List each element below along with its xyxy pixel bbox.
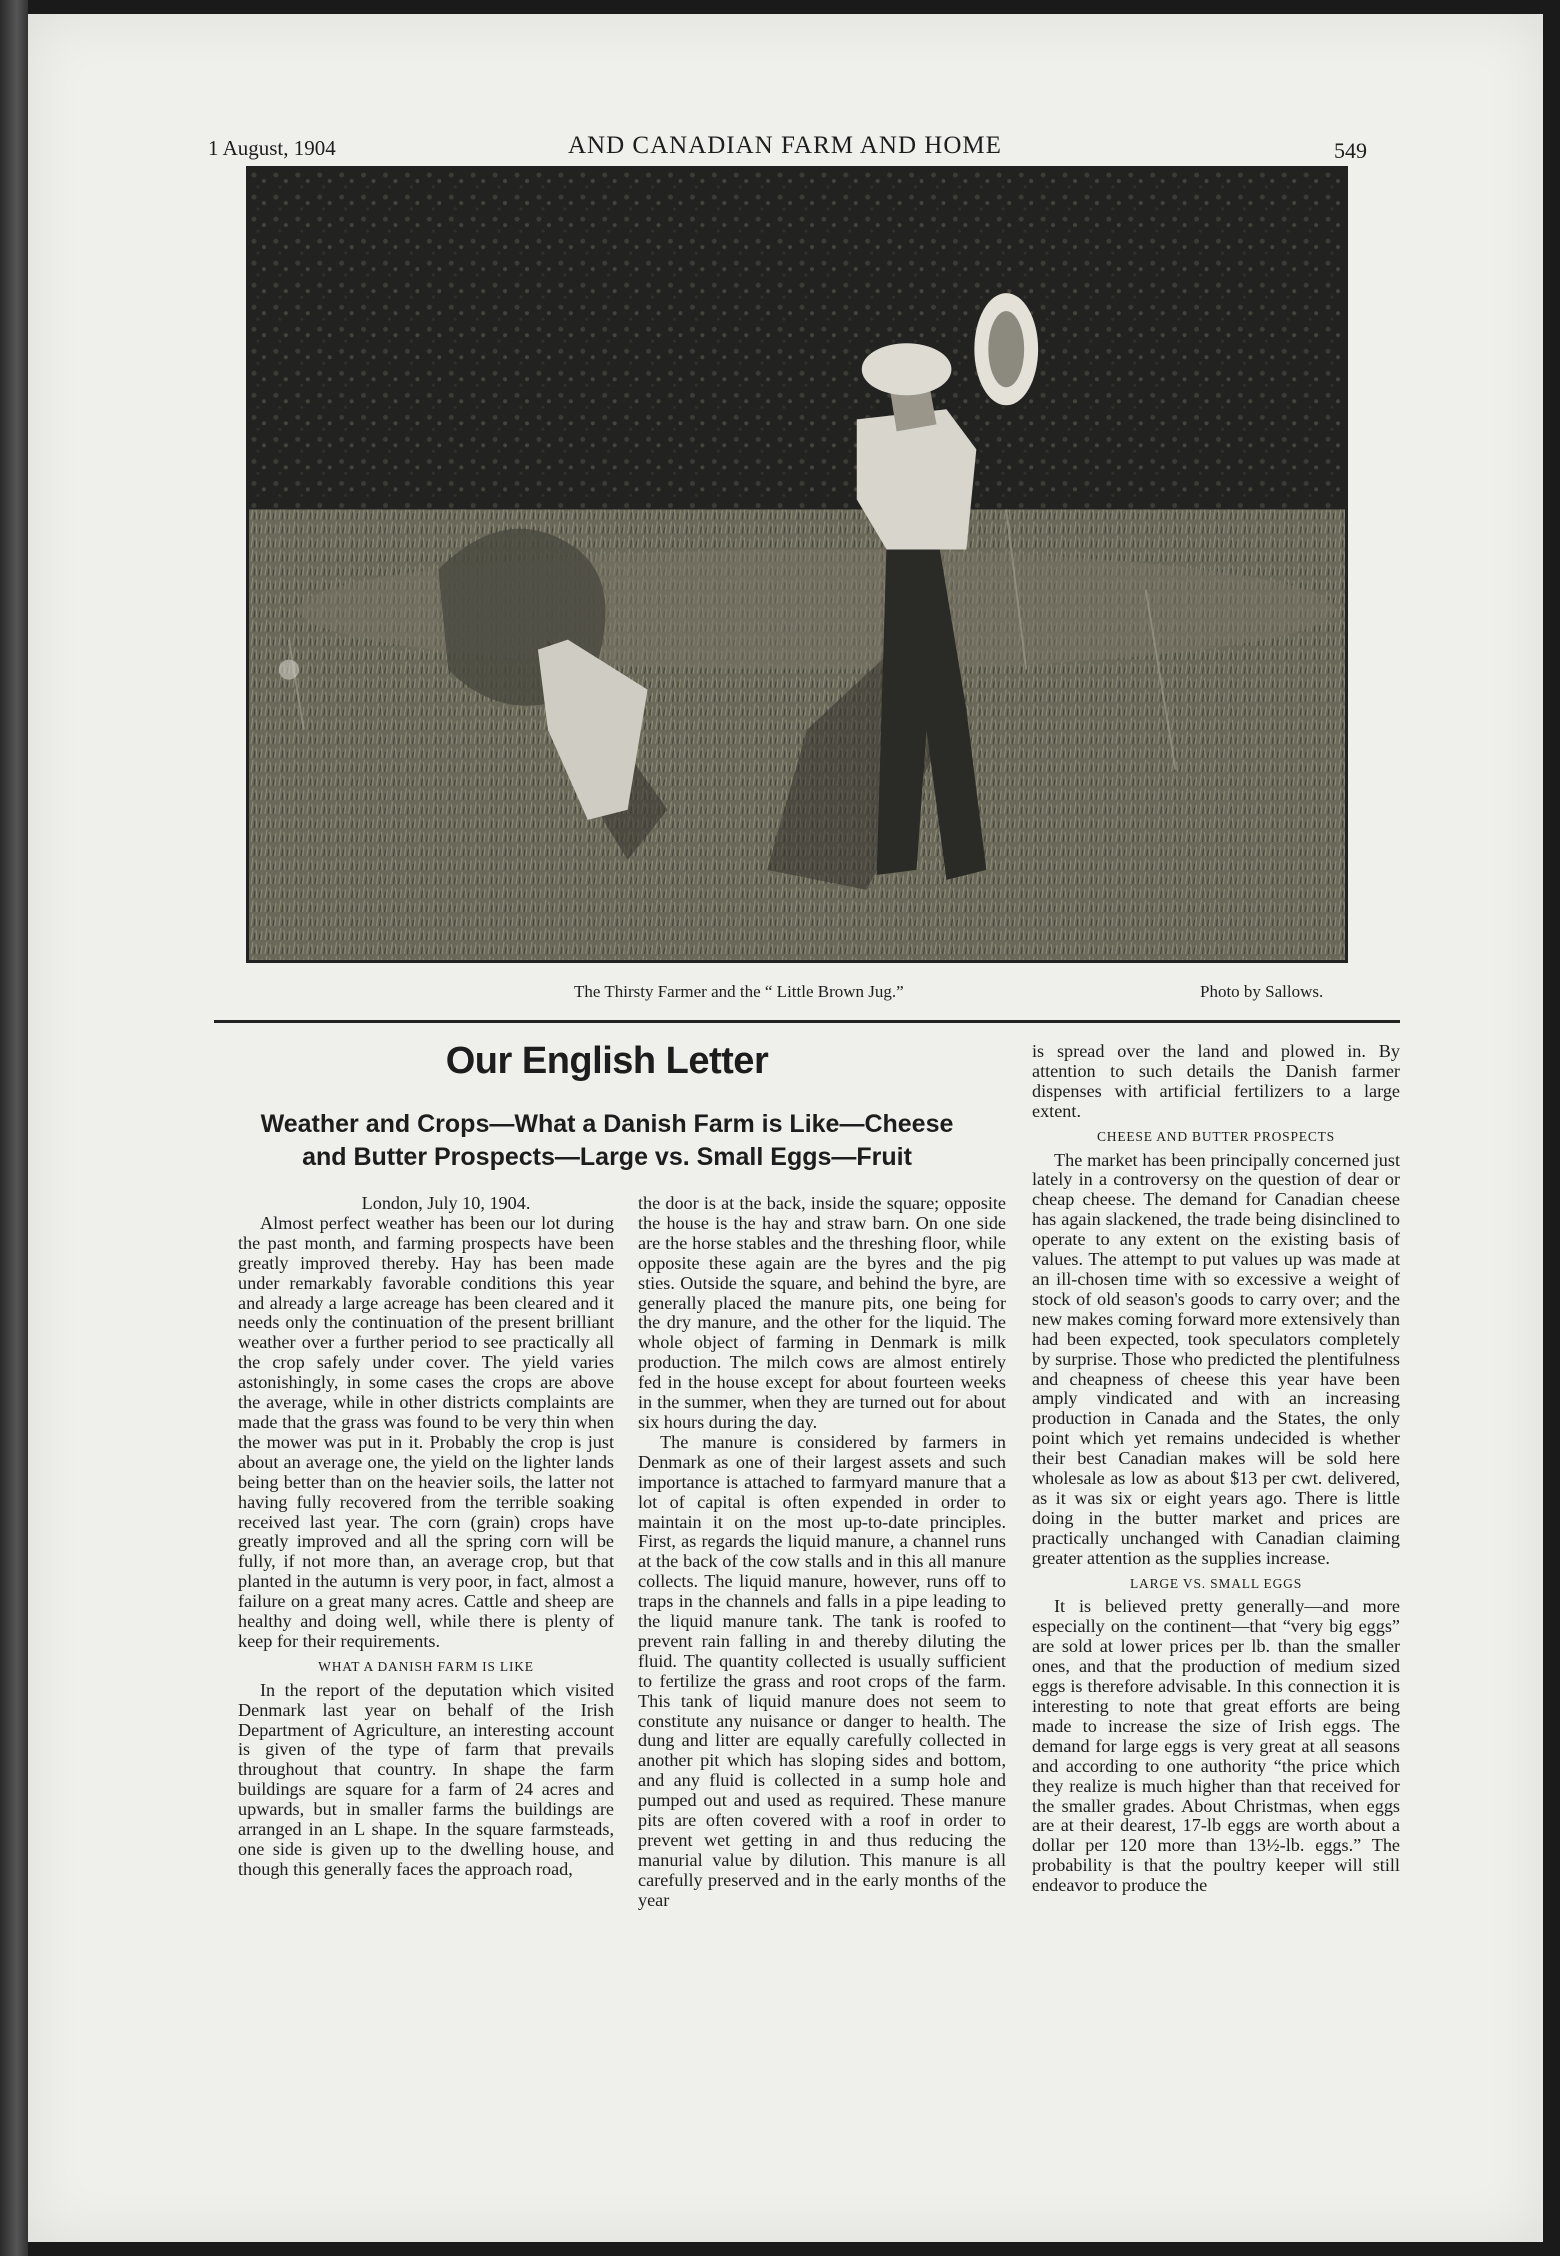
paragraph: is spread over the land and plowed in. By attention to such details the Danish farmer dispenses with artificial fertilizers to a large extent. <box>1032 1041 1400 1121</box>
header-title: AND CANADIAN FARM AND HOME <box>568 132 1002 159</box>
paragraph: Almost perfect weather has been our lot during the past month, and farming prospects have been greatly improved thereby. Hay has been made under remarkably favorable conditions this year and already a large acreage has been cleared and it needs only the continuation of the present brilliant weather over a further period to see practically all the crop safely under cover. The yield varies astonishingly, in some cases the crops are above the average, while in other districts complaints are made that the grass was found to be very thin when the mower was put in it. Probably the crop is just about an average one, the yield on the lighter lands being better than on the heavier soils, the latter not having fully recovered from the terrible soaking received last year. The corn (grain) crops have greatly improved and all the spring corn will be fully, if not more than, an average crop, but that planted in the autumn is very poor, in fact, almost a failure on a great many acres. Cattle and sheep are healthy and doing well, while there is plenty of keep for their requirements. <box>238 1212 614 1651</box>
farmer-photograph <box>246 166 1348 963</box>
text-column-2 <box>638 1194 1006 1911</box>
article-subhead <box>214 1108 1000 1174</box>
paragraph: the door is at the back, inside the square; opposite the house is the hay and straw barn. On one side are the horse stables and the threshing floor, while opposite these again are the byres and the pig sties. Outside the square, and behind the byre, are generally placed the manure pits, one being for the dry manure, and the other for the liquid. The whole object of farming in Denmark is milk production. The milch cows are almost entirely fed in the house except for about fourteen weeks in the summer, when they are turned out for about six hours during the day. <box>638 1193 1006 1432</box>
section-heading: WHAT A DANISH FARM IS LIKE <box>318 1658 534 1674</box>
running-header <box>28 118 1543 163</box>
photo-caption: The Thirsty Farmer and the “ Little Brown Jug.” <box>574 982 904 1001</box>
section-rule <box>214 1020 1400 1023</box>
paragraph: It is believed pretty generally—and more especially on the continent—that “very big eggs” are sold at lower prices per lb. than the smaller ones, and that the production of medium sized eggs is therefore advisable. In this connection it is interesting to note that great efforts are being made to increase the size of Irish eggs. The demand for large eggs is very great at all seasons and according to one authority “the price which they realize is much higher than that received for the smaller grades. About Christmas, when eggs are at their dearest, 17-lb eggs are worth about a dollar per 120 more than 13½-lb. eggs.” The probability is that the poultry keeper will still endeavor to produce the <box>1032 1596 1400 1896</box>
header-date: 1 August, 1904 <box>208 136 336 160</box>
paragraph: The manure is considered by farmers in Denmark as one of their largest assets and such importance is attached to farmyard manure that a lot of capital is often expended in order to maintain it on the most up-to-date principles. First, as regards the liquid manure, a channel runs at the back of the cow stalls and in this all manure collects. The liquid manure, however, runs off to traps in the channels and falls in a pipe leading to the liquid manure tank. The tank is roofed to prevent rain falling in and thereby diluting the fluid. The quantity collected is usually sufficient to fertilize the grass and root crops of the farm. This tank of liquid manure does not seem to constitute any nuisance or danger to health. The dung and litter are equally carefully collected in another pit which has sloping sides and bottom, and any fluid is collected in a sump hole and pumped out and used as required. These manure pits are often covered with a roof in order to prevent wet getting in and thus reducing the manurial value by dilution. This manure is all carefully preserved and in the early months of the year <box>638 1431 1006 1910</box>
magazine-page <box>28 14 1543 2242</box>
text-column-3 <box>1032 1042 1400 1896</box>
section-heading: CHEESE AND BUTTER PROSPECTS <box>1096 1128 1335 1144</box>
subhead-line-1: Weather and Crops—What a Danish Farm is Like—Cheese <box>260 1110 954 1138</box>
section-heading: LARGE VS. SMALL EGGS <box>1129 1575 1302 1591</box>
subhead-line-2: and Butter Prospects—Large vs. Small Eggs—Fruit <box>302 1143 912 1171</box>
dateline: London, July 10, 1904. <box>361 1193 531 1213</box>
article-headline: Our English Letter <box>445 1040 769 1082</box>
paragraph: The market has been principally concerned just lately in a controversy on the question of dear or cheap cheese. The demand for Canadian cheese has again slackened, the trade being disinclined to operate to any extent on the existing basis of values. The attempt to put values up was made at an ill-chosen time with so excessive a weight of stock of old season's goods to carry over; and the new makes coming forward more extensively than had been expected, took speculators completely by surprise. Those who predicted the plentifulness and cheapness of cheese this year have been amply vindicated and with an increasing production in Canada and the States, the only point which yet remains undecided is whether their best Canadian makes will be sold here wholesale as low as about $13 per cwt. delivered, as it was six or eight years ago. There is little doing in the butter market and prices are practically unchanged with Canadian claiming greater attention as the supplies increase. <box>1032 1149 1400 1568</box>
photo-illustration <box>249 169 1345 960</box>
page-number: 549 <box>1334 138 1367 163</box>
paragraph: In the report of the deputation which visited Denmark last year on behalf of the Irish Department of Agriculture, an interesting account is given of the type of farm that prevails throughout that country. In shape the farm buildings are square for a farm of 24 acres and upwards, but in smaller farms the buildings are arranged in an L shape. In the square farmsteads, one side is given up to the dwelling house, and though this generally faces the approach road, <box>238 1679 614 1879</box>
text-column-1 <box>238 1194 614 1880</box>
page-spine <box>0 0 28 2256</box>
photo-credit: Photo by Sallows. <box>1200 982 1324 1001</box>
